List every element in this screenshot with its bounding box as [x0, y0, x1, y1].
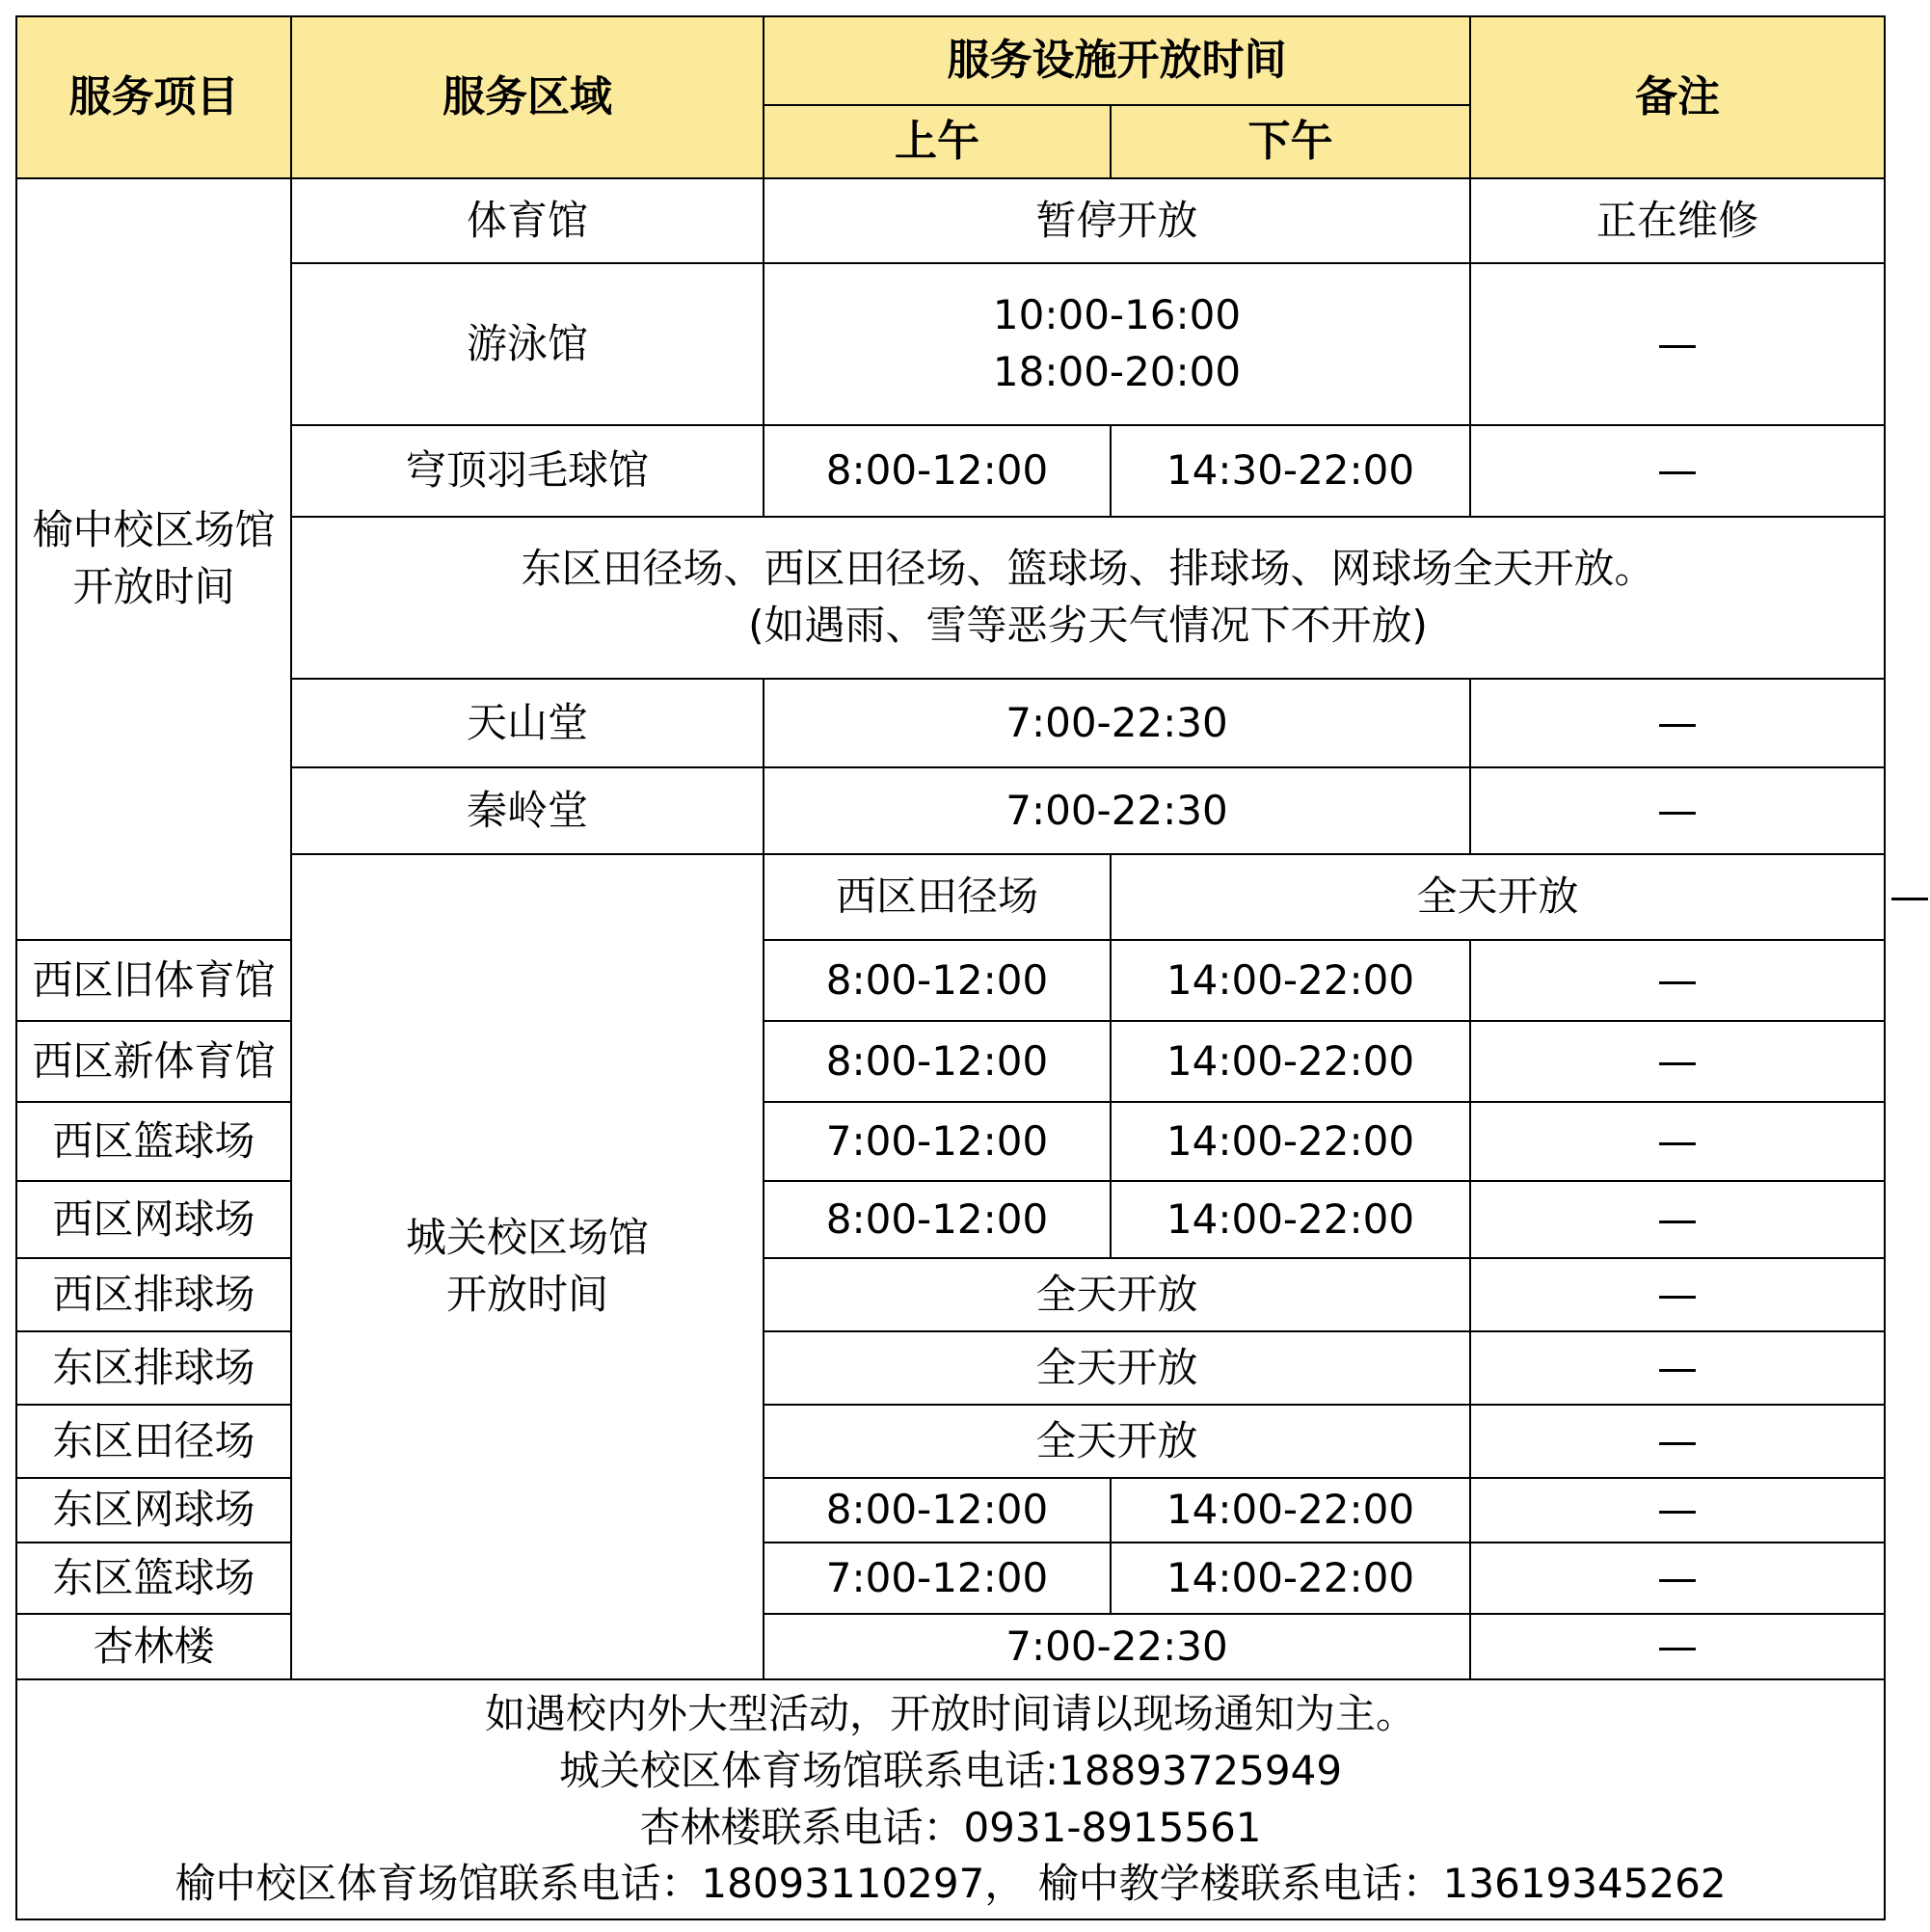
venue-remark: —: [1470, 767, 1885, 854]
venue-remark: —: [1470, 1021, 1885, 1102]
venue-remark: —: [1470, 425, 1885, 517]
outdoor-notice: [291, 517, 1885, 679]
campus-label-line: 榆中校区场馆: [32, 506, 276, 554]
header-opening-hours: 服务设施开放时间: [764, 16, 1470, 105]
venue-name: 秦岭堂: [291, 767, 764, 854]
venue-name: 穹顶羽毛球馆: [291, 425, 764, 517]
venue-hours-am: 7:00-12:00: [764, 1543, 1111, 1614]
venue-hours-am: 7:00-12:00: [764, 1102, 1111, 1181]
campus-label-line: 城关校区场馆: [405, 1214, 649, 1262]
venue-hours: 7:00-22:30: [764, 679, 1470, 767]
venue-hours: 7:00-22:30: [764, 1614, 1470, 1679]
campus-label-yuzhong: [16, 178, 291, 940]
venue-hours: 7:00-22:30: [764, 767, 1470, 854]
footer-contact-line: 杏林楼联系电话：0931-8915561: [639, 1803, 1262, 1851]
venue-hours: 暂停开放: [764, 178, 1470, 263]
venue-hours-am: 8:00-12:00: [764, 1181, 1111, 1258]
footer-contact-line: 榆中校区体育场馆联系电话：18093110297， 榆中教学楼联系电话：13619345262: [174, 1860, 1727, 1908]
venue-name: 东区排球场: [16, 1331, 291, 1405]
venue-remark: —: [1470, 1405, 1885, 1478]
venue-name: 东区篮球场: [16, 1543, 291, 1614]
campus-label-line: 开放时间: [72, 563, 235, 610]
table-row: 城关校区场馆 开放时间 西区田径场 全天开放 —: [16, 854, 1885, 940]
venue-hours: 全天开放: [1111, 854, 1885, 940]
header-remark: 备注: [1470, 16, 1885, 178]
table-row: [16, 517, 1885, 679]
venue-name: 游泳馆: [291, 263, 764, 425]
venue-remark: —: [1470, 1258, 1885, 1331]
footer-notice: [16, 1679, 1885, 1919]
venue-remark: —: [1470, 1331, 1885, 1405]
venue-hours-pm: 14:00-22:00: [1111, 1021, 1470, 1102]
outdoor-notice-line: (如遇雨、雪等恶劣天气情况下不开放): [748, 602, 1428, 649]
venue-remark: —: [1470, 1478, 1885, 1543]
venue-hours: [764, 263, 1470, 425]
venue-name: 西区新体育馆: [16, 1021, 291, 1102]
venue-hours-pm: 14:00-22:00: [1111, 1181, 1470, 1258]
venue-remark: —: [1470, 1543, 1885, 1614]
table-row: [16, 263, 1885, 425]
outdoor-notice-line: 东区田径场、西区田径场、篮球场、排球场、网球场全天开放。: [521, 545, 1655, 593]
venue-name: 西区网球场: [16, 1181, 291, 1258]
footer-contact-line: 城关校区体育场馆联系电话:18893725949: [558, 1746, 1343, 1794]
header-morning: 上午: [764, 105, 1111, 178]
hours-line: 18:00-20:00: [992, 348, 1242, 395]
venue-hours-pm: 14:00-22:00: [1111, 940, 1470, 1021]
venue-name: 西区排球场: [16, 1258, 291, 1331]
venue-remark: —: [1470, 263, 1885, 425]
table-row: [16, 1679, 1885, 1919]
table-row: [16, 679, 1885, 767]
campus-label-line: 开放时间: [445, 1271, 608, 1318]
header-service-area: 服务区域: [291, 16, 764, 178]
venue-hours-pm: 14:00-22:00: [1111, 1543, 1470, 1614]
table-row: [16, 178, 1885, 263]
venue-name: 西区篮球场: [16, 1102, 291, 1181]
venue-hours-am: 8:00-12:00: [764, 940, 1111, 1021]
footer-notice-line: 如遇校内外大型活动，开放时间请以现场通知为主。: [484, 1689, 1416, 1737]
venue-hours: 全天开放: [764, 1331, 1470, 1405]
venue-remark: 正在维修: [1470, 178, 1885, 263]
venue-remark: —: [1470, 1102, 1885, 1181]
venue-name: 西区田径场: [764, 854, 1111, 940]
opening-hours-table: [15, 15, 1930, 1920]
venue-hours-pm: 14:00-22:00: [1111, 1102, 1470, 1181]
header-afternoon: 下午: [1111, 105, 1470, 178]
venue-hours: 全天开放: [764, 1405, 1470, 1478]
venue-name: 体育馆: [291, 178, 764, 263]
venue-name: 西区旧体育馆: [16, 940, 291, 1021]
venue-name: 东区网球场: [16, 1478, 291, 1543]
venue-remark: —: [1470, 1614, 1885, 1679]
campus-label-chengguan: [291, 854, 764, 1679]
venue-hours-am: 8:00-12:00: [764, 1021, 1111, 1102]
hours-line: 10:00-16:00: [992, 291, 1242, 339]
venue-remark: —: [1470, 1181, 1885, 1258]
venue-hours: 全天开放: [764, 1258, 1470, 1331]
table-row: [16, 425, 1885, 517]
venue-hours-pm: 14:30-22:00: [1111, 425, 1470, 517]
venue-name: 天山堂: [291, 679, 764, 767]
venue-hours-am: 8:00-12:00: [764, 1478, 1111, 1543]
venue-name: 东区田径场: [16, 1405, 291, 1478]
table-row: [16, 767, 1885, 854]
venue-remark: —: [1470, 940, 1885, 1021]
header-service-item: 服务项目: [16, 16, 291, 178]
venue-name: 杏林楼: [16, 1614, 291, 1679]
venue-hours-pm: 14:00-22:00: [1111, 1478, 1470, 1543]
venue-remark: —: [1470, 679, 1885, 767]
venue-hours-am: 8:00-12:00: [764, 425, 1111, 517]
